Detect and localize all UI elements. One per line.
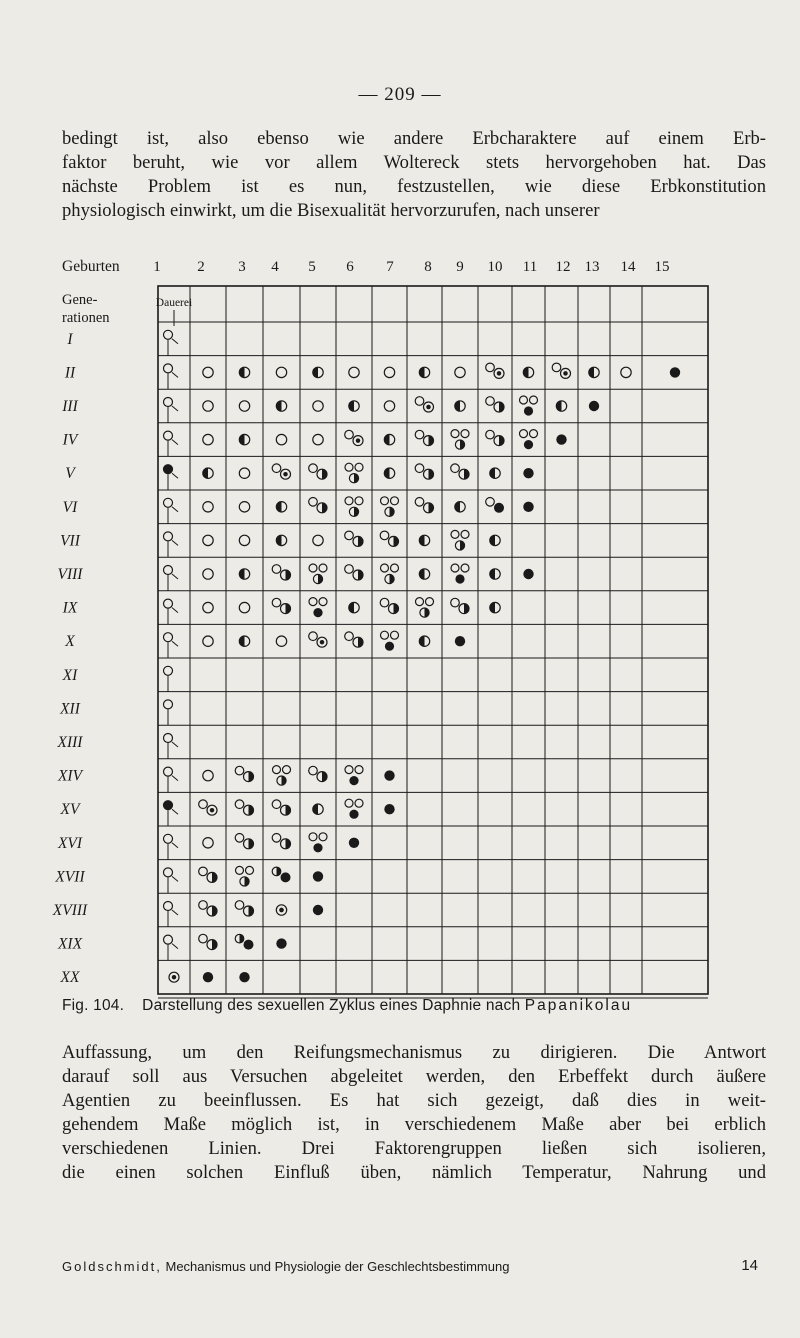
lineage-female-symbol: [164, 398, 173, 407]
lineage-branch: [172, 742, 178, 747]
resting-egg-female-symbol: [523, 502, 533, 512]
text-line: darauf soll aus Versuchen abgeleitet werden, den Erbeffekt durch äußere: [62, 1066, 766, 1087]
lineage-branch: [172, 641, 178, 646]
births-axis-label: Geburten: [62, 258, 120, 275]
female-symbol: [355, 766, 363, 774]
lineage-female-symbol: [164, 566, 173, 575]
female-symbol: [486, 430, 495, 439]
female-symbol: [451, 598, 460, 607]
female-symbol: [276, 367, 286, 377]
resting-egg-female-symbol: [313, 843, 322, 852]
resting-egg-female-symbol: [349, 776, 358, 785]
birth-number-label: 2: [197, 259, 205, 275]
birth-number-label: 11: [522, 259, 538, 275]
lineage-branch: [172, 372, 178, 377]
female-symbol: [313, 401, 323, 411]
generation-label: XII: [60, 700, 80, 718]
lineage-female-symbol: [164, 767, 173, 776]
female-symbol: [530, 430, 538, 438]
lineage-female-symbol: [164, 498, 173, 507]
mixed-symbol-core: [279, 908, 284, 913]
lineage-female-symbol: [164, 599, 173, 608]
female-symbol: [235, 901, 244, 910]
female-symbol: [199, 867, 208, 876]
birth-number-label: 9: [456, 259, 464, 275]
generation-label: VI: [62, 498, 78, 516]
female-symbol: [345, 632, 354, 641]
female-symbol: [621, 367, 631, 377]
female-symbol: [355, 799, 363, 807]
text-line: faktor beruht, wie vor allem Woltereck stets hervorgehoben hat. Das: [62, 152, 766, 173]
resting-egg-female-symbol: [244, 940, 254, 950]
female-symbol: [235, 800, 244, 809]
mixed-symbol-core: [356, 438, 361, 443]
female-symbol: [520, 430, 528, 438]
mixed-symbol-core: [283, 472, 288, 477]
female-symbol: [530, 396, 538, 404]
female-symbol: [451, 464, 460, 473]
female-symbol: [486, 363, 495, 372]
female-symbol: [199, 800, 208, 809]
female-symbol: [380, 598, 389, 607]
text-line: bedingt ist, also ebenso wie andere Erbcharaktere auf einem Erb-: [62, 128, 766, 149]
generation-label: V: [65, 465, 75, 483]
lineage-branch: [172, 876, 178, 881]
female-symbol: [461, 430, 469, 438]
resting-egg-female-symbol: [670, 367, 680, 377]
generation-label: XIV: [57, 767, 83, 785]
female-symbol: [309, 833, 317, 841]
female-symbol: [455, 367, 465, 377]
female-symbol: [309, 598, 317, 606]
female-symbol: [309, 498, 318, 507]
birth-number-label: 3: [238, 259, 246, 275]
resting-egg-female-symbol: [384, 770, 394, 780]
generation-label: VIII: [57, 566, 83, 583]
female-symbol: [381, 631, 389, 639]
female-symbol: [203, 602, 213, 612]
birth-number-label: 12: [555, 259, 571, 275]
female-symbol: [239, 502, 249, 512]
female-symbol: [415, 397, 424, 406]
caption-author: Papanikolau: [524, 997, 633, 1014]
resting-egg-female-symbol: [556, 434, 566, 444]
female-symbol: [319, 598, 327, 606]
lineage-female-symbol: [164, 935, 173, 944]
female-symbol: [345, 565, 354, 574]
mixed-symbol-core: [210, 808, 215, 813]
lineage-branch: [172, 440, 178, 445]
female-symbol: [381, 497, 389, 505]
lineage-female-symbol: [164, 902, 173, 911]
resting-egg-female-symbol: [281, 872, 291, 882]
female-symbol: [319, 564, 327, 572]
lineage-female-symbol: [164, 666, 173, 675]
generation-label: X: [65, 633, 75, 651]
lineage-branch: [172, 944, 178, 949]
resting-egg-female-symbol: [524, 406, 533, 415]
resting-egg-female-symbol: [276, 938, 286, 948]
female-symbol: [309, 564, 317, 572]
generations-axis-label: Gene-: [62, 292, 98, 308]
resting-egg-female-symbol: [349, 810, 358, 819]
generation-label: I: [67, 330, 73, 348]
resting-egg-female-symbol: [313, 871, 323, 881]
text-line: gehendem Maße möglich ist, in verschiedenem Maße aber bei erblich: [62, 1114, 766, 1135]
mixed-symbol-core: [426, 405, 431, 410]
birth-number-label: 6: [346, 259, 354, 275]
female-symbol: [239, 535, 249, 545]
female-symbol: [203, 401, 213, 411]
text-line: Auffassung, um den Reifungsmechanismus zu dirigieren. Die Antwort: [62, 1042, 766, 1063]
female-symbol: [319, 833, 327, 841]
female-symbol: [391, 631, 399, 639]
mixed-symbol-core: [172, 975, 177, 980]
lineage-branch: [172, 809, 178, 814]
text-line: verschiedenen Linien. Drei Faktorengruppen ließen sich isolieren,: [62, 1138, 766, 1159]
figure-caption: [62, 997, 766, 1015]
signature-mark: 14: [741, 1257, 758, 1274]
female-symbol: [345, 497, 353, 505]
female-symbol: [272, 834, 281, 843]
female-symbol: [235, 766, 244, 775]
female-symbol: [276, 434, 286, 444]
female-symbol: [272, 464, 281, 473]
birth-number-label: 14: [620, 259, 636, 275]
female-symbol: [272, 565, 281, 574]
lineage-female-symbol: [164, 633, 173, 642]
generation-label: XX: [60, 969, 80, 987]
lineage-branch: [172, 910, 178, 915]
lineage-female-symbol: [164, 330, 173, 339]
lineage-female-symbol: [164, 532, 173, 541]
female-symbol: [345, 799, 353, 807]
lineage-branch: [172, 776, 178, 781]
female-symbol: [415, 464, 424, 473]
resting-egg-female-symbol: [313, 905, 323, 915]
lineage-branch: [172, 843, 178, 848]
mixed-symbol-core: [320, 640, 325, 645]
female-symbol: [309, 632, 318, 641]
female-symbol: [203, 367, 213, 377]
female-symbol: [203, 502, 213, 512]
female-symbol: [313, 434, 323, 444]
mixed-symbol-core: [563, 371, 568, 376]
lineage-female-symbol: [164, 834, 173, 843]
generation-label: VII: [60, 532, 80, 550]
generation-label: III: [62, 398, 78, 415]
generation-label: XI: [62, 666, 78, 684]
female-symbol: [426, 598, 434, 606]
generation-label: XIII: [57, 734, 83, 751]
text-line: die einen solchen Einfluß üben, nämlich Temperatur, Nahrung und: [62, 1162, 766, 1183]
female-symbol: [391, 564, 399, 572]
female-symbol: [239, 468, 249, 478]
lineage-branch: [172, 473, 178, 478]
female-symbol: [203, 770, 213, 780]
female-symbol: [203, 535, 213, 545]
birth-number-label: 1: [153, 259, 161, 275]
lineage-branch: [172, 507, 178, 512]
female-symbol: [486, 498, 495, 507]
generation-label: IV: [62, 431, 78, 449]
female-symbol: [345, 430, 354, 439]
resting-egg-female-symbol: [385, 642, 394, 651]
mixed-symbol-core: [497, 371, 502, 376]
generation-label: IX: [62, 599, 78, 617]
birth-number-label: 13: [584, 259, 600, 275]
female-symbol: [203, 838, 213, 848]
lineage-branch: [172, 574, 178, 579]
female-symbol: [235, 834, 244, 843]
female-symbol: [199, 901, 208, 910]
female-symbol: [276, 636, 286, 646]
lineage-female-symbol: [164, 465, 173, 474]
page-footer: [62, 1259, 766, 1274]
female-symbol: [345, 766, 353, 774]
generation-label: XVI: [57, 834, 83, 852]
female-symbol: [272, 598, 281, 607]
generation-label: XV: [60, 801, 80, 819]
text-line: Agentien zu beeinflussen. Es hat sich gezeigt, daß dies in weit-: [62, 1090, 766, 1111]
female-symbol: [451, 430, 459, 438]
female-symbol: [203, 434, 213, 444]
female-symbol: [236, 866, 244, 874]
female-symbol: [272, 800, 281, 809]
resting-egg-female-symbol: [524, 440, 533, 449]
female-symbol: [203, 569, 213, 579]
generation-label: II: [64, 364, 76, 382]
female-symbol: [486, 397, 495, 406]
footer-title: Mechanismus und Physiologie der Geschlechtsbestimmung: [165, 1259, 510, 1274]
female-symbol: [451, 530, 459, 538]
female-symbol: [451, 564, 459, 572]
lineage-female-symbol: [164, 431, 173, 440]
generations-axis-label: rationen: [62, 310, 110, 326]
birth-number-label: 5: [308, 259, 316, 275]
female-symbol: [203, 636, 213, 646]
resting-egg-female-symbol: [384, 804, 394, 814]
female-symbol: [345, 463, 353, 471]
resting-egg-female-symbol: [523, 569, 533, 579]
text-line: physiologisch einwirkt, um die Bisexualität hervorzurufen, nach unserer: [62, 200, 600, 221]
lineage-branch: [172, 339, 178, 344]
female-symbol: [345, 531, 354, 540]
dauerei-column-header: Dauerei: [155, 297, 193, 309]
resting-egg-female-symbol: [239, 972, 249, 982]
generation-label: XVIII: [52, 902, 88, 919]
female-symbol: [461, 564, 469, 572]
caption-text: Darstellung des sexuellen Zyklus eines Daphnie nach: [142, 997, 521, 1014]
lineage-female-symbol: [164, 700, 173, 709]
birth-number-label: 10: [487, 259, 503, 275]
resting-egg-female-symbol: [203, 972, 213, 982]
birth-number-label: 8: [424, 259, 432, 275]
female-symbol: [313, 535, 323, 545]
paragraph-bottom: [62, 1041, 766, 1185]
footer-author: Goldschmidt,: [62, 1259, 162, 1274]
female-symbol: [239, 602, 249, 612]
lineage-female-symbol: [164, 801, 173, 810]
generation-label: XVII: [55, 868, 85, 886]
female-symbol: [384, 367, 394, 377]
resting-egg-female-symbol: [494, 503, 504, 513]
resting-egg-female-symbol: [349, 838, 359, 848]
female-symbol: [391, 497, 399, 505]
birth-number-label: 7: [386, 259, 394, 275]
female-symbol: [461, 530, 469, 538]
resting-egg-female-symbol: [589, 401, 599, 411]
lineage-female-symbol: [164, 364, 173, 373]
lineage-female-symbol: [164, 868, 173, 877]
female-symbol: [273, 766, 281, 774]
female-symbol: [309, 464, 318, 473]
female-symbol: [349, 367, 359, 377]
text-line: nächste Problem ist es nun, festzustellen, wie diese Erbkonstitution: [62, 176, 766, 197]
resting-egg-female-symbol: [455, 636, 465, 646]
female-symbol: [246, 866, 254, 874]
female-symbol: [380, 531, 389, 540]
resting-egg-female-symbol: [455, 574, 464, 583]
lineage-branch: [172, 608, 178, 613]
female-symbol: [416, 598, 424, 606]
female-symbol: [199, 934, 208, 943]
female-symbol: [520, 396, 528, 404]
female-symbol: [552, 363, 561, 372]
female-symbol: [381, 564, 389, 572]
caption-prefix: Fig. 104.: [62, 997, 125, 1014]
female-symbol: [384, 401, 394, 411]
lineage-branch: [172, 406, 178, 411]
page-number: — 209 —: [358, 84, 442, 105]
resting-egg-female-symbol: [523, 468, 533, 478]
generation-label: XIX: [57, 935, 83, 953]
female-symbol: [355, 463, 363, 471]
female-symbol: [239, 401, 249, 411]
female-symbol: [355, 497, 363, 505]
female-symbol: [309, 766, 318, 775]
birth-number-label: 4: [271, 259, 279, 275]
birth-number-label: 15: [654, 259, 670, 275]
female-symbol: [415, 498, 424, 507]
female-symbol: [415, 430, 424, 439]
female-symbol: [283, 766, 291, 774]
resting-egg-female-symbol: [313, 608, 322, 617]
lineage-female-symbol: [164, 734, 173, 743]
lineage-branch: [172, 540, 178, 545]
